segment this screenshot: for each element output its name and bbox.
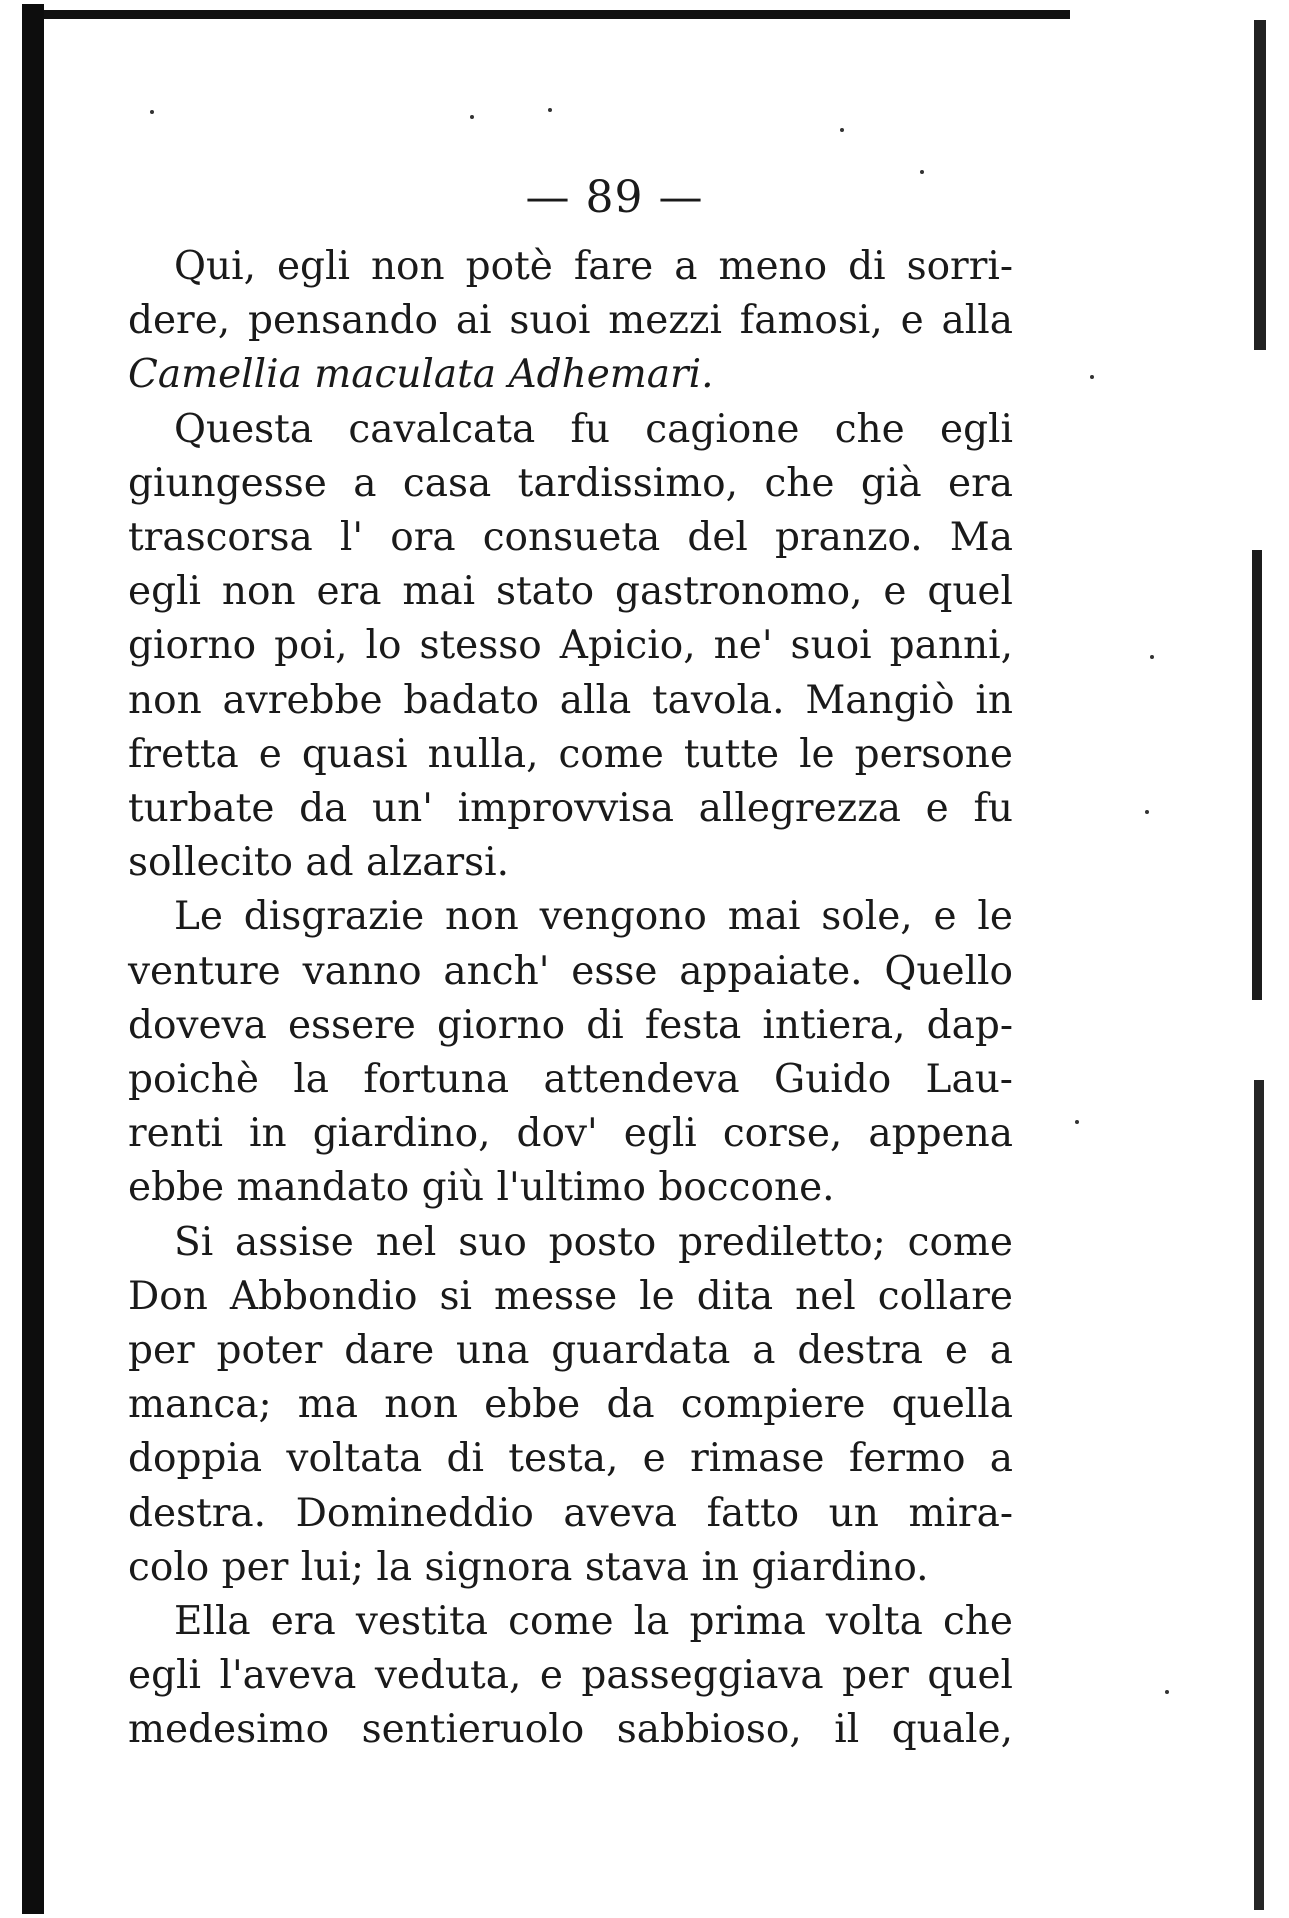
text-line: doveva essere giorno di festa intiera, dap- (128, 1002, 1013, 1048)
scan-speck (1145, 810, 1149, 814)
text-line: sollecito ad alzarsi. (128, 840, 510, 886)
text-line: medesimo sentieruolo sabbioso, il quale, (128, 1707, 1013, 1753)
page-edge-right (1252, 550, 1262, 1000)
page-edge-left (22, 4, 44, 1914)
text-line: renti in giardino, dov' egli corse, appena (128, 1111, 1013, 1157)
text-line: per poter dare una guardata a destra e a (128, 1328, 1013, 1374)
text-line: Si assise nel suo posto prediletto; come (174, 1219, 1013, 1265)
scan-speck (548, 108, 552, 112)
text-line: giorno poi, lo stesso Apicio, ne' suoi panni, (128, 623, 1013, 669)
text-line: ebbe mandato giù l'ultimo boccone. (128, 1165, 835, 1211)
text-line: destra. Domineddio aveva fatto un mira- (128, 1490, 1013, 1536)
italic-line: Camellia maculata Adhemari. (128, 352, 714, 398)
text-line: Ella era vestita come la prima volta che (174, 1599, 1013, 1645)
scan-speck (1075, 1120, 1079, 1124)
text-line: egli non era mai stato gastronomo, e quel (128, 569, 1013, 615)
text-line: manca; ma non ebbe da compiere quella (128, 1382, 1013, 1428)
scan-speck (1165, 1690, 1169, 1694)
scan-speck (470, 115, 474, 119)
text-line: giungesse a casa tardissimo, che già era (128, 460, 1013, 506)
text-line: trascorsa l' ora consueta del pranzo. Ma (128, 515, 1013, 561)
text-line: egli l'aveva veduta, e passeggiava per quel (128, 1653, 1013, 1699)
text-line: Le disgrazie non vengono mai sole, e le (174, 894, 1013, 940)
text-line: Qui, egli non potè fare a meno di sorri- (174, 244, 1013, 289)
text-line: non avrebbe badato alla tavola. Mangiò in (128, 677, 1013, 723)
scan-speck (150, 110, 154, 114)
scan-speck (1150, 655, 1154, 659)
text-line: dere, pensando ai suoi mezzi famosi, e alla (128, 298, 1013, 344)
page-number: — 89 — (525, 172, 704, 223)
text-line: Questa cavalcata fu cagione che egli (174, 406, 1013, 452)
page-edge-top (40, 10, 1070, 19)
text-line: fretta e quasi nulla, come tutte le persone (128, 731, 1013, 777)
text-line: colo per lui; la signora stava in giardino. (128, 1544, 929, 1590)
text-line: poichè la fortuna attendeva Guido Lau- (128, 1057, 1013, 1103)
page-edge-right (1254, 1080, 1264, 1910)
text-line: doppia voltata di testa, e rimase fermo a (128, 1436, 1013, 1482)
text-line: Don Abbondio si messe le dita nel collare (128, 1273, 1013, 1319)
text-line: venture vanno anch' esse appaiate. Quello (128, 948, 1013, 994)
scan-speck (840, 128, 844, 132)
text-line: turbate da un' improvvisa allegrezza e fu (128, 786, 1013, 832)
body-text (128, 240, 1013, 1758)
scan-speck (1090, 375, 1094, 379)
